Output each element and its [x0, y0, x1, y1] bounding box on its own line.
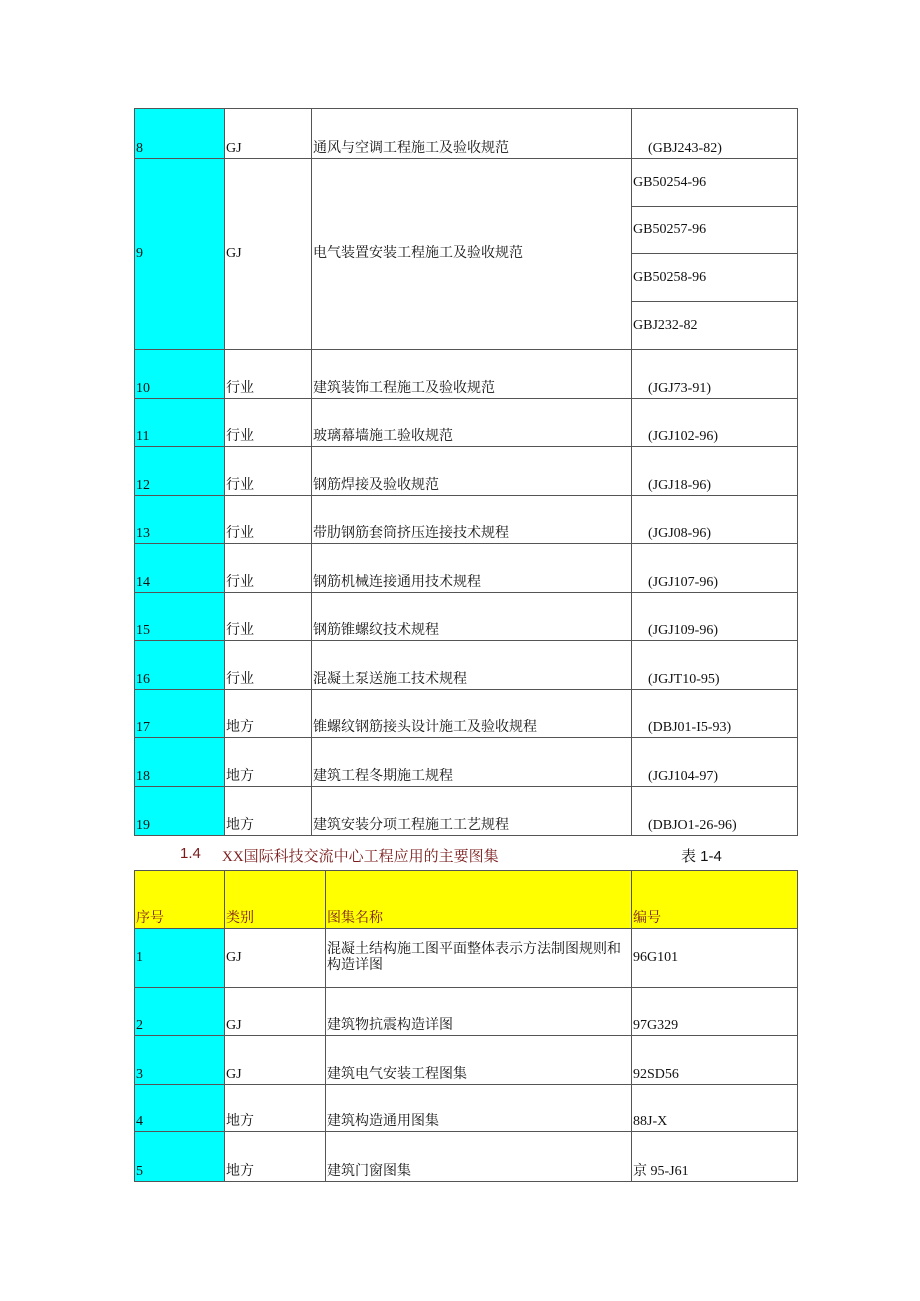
row-name: 玻璃幕墙施工验收规范 — [312, 399, 632, 447]
row-code: GB50258-96 — [632, 254, 798, 302]
row-name: 混凝土泵送施工技术规程 — [312, 641, 632, 690]
row-number: 1 — [135, 929, 225, 988]
atlas-table — [134, 870, 798, 1182]
row-name: 钢筋锥螺纹技术规程 — [312, 593, 632, 641]
row-type: 行业 — [225, 544, 312, 593]
row-number: 4 — [135, 1085, 225, 1132]
table-row — [135, 593, 798, 641]
row-number: 15 — [135, 593, 225, 641]
row-type: 行业 — [225, 496, 312, 544]
row-number: 10 — [135, 350, 225, 399]
row-code: (JGJT10-95) — [632, 641, 798, 690]
row-number: 12 — [135, 447, 225, 496]
header-name: 图集名称 — [326, 871, 632, 929]
row-code: (DBJ01-I5-93) — [632, 690, 798, 738]
row-number: 8 — [135, 109, 225, 159]
row-number: 14 — [135, 544, 225, 593]
row-type: GJ — [225, 988, 326, 1036]
row-code: (JGJ109-96) — [632, 593, 798, 641]
row-type: 行业 — [225, 641, 312, 690]
table-row — [135, 738, 798, 787]
row-code: (JGJ102-96) — [632, 399, 798, 447]
table-row — [135, 159, 798, 207]
table-row — [135, 496, 798, 544]
row-code: (JGJ18-96) — [632, 447, 798, 496]
table-row — [135, 641, 798, 690]
row-name: 建筑构造通用图集 — [326, 1085, 632, 1132]
row-name: 钢筋机械连接通用技术规程 — [312, 544, 632, 593]
row-type: GJ — [225, 1036, 326, 1085]
row-type: 地方 — [225, 1085, 326, 1132]
row-name: 建筑安装分项工程施工工艺规程 — [312, 787, 632, 836]
row-code: (GBJ243-82) — [632, 109, 798, 159]
header-number: 序号 — [135, 871, 225, 929]
standards-table — [134, 108, 798, 836]
row-code: (JGJ73-91) — [632, 350, 798, 399]
row-number: 16 — [135, 641, 225, 690]
row-code: 96G101 — [632, 929, 798, 988]
row-number: 17 — [135, 690, 225, 738]
row-name: 混凝土结构施工图平面整体表示方法制图规则和构造详图 — [326, 929, 632, 988]
table-row — [135, 787, 798, 836]
table-row — [135, 350, 798, 399]
row-name: 建筑门窗图集 — [326, 1132, 632, 1182]
row-code: (JGJ104-97) — [632, 738, 798, 787]
row-number: 9 — [135, 159, 225, 350]
row-type: 行业 — [225, 350, 312, 399]
section-title: XX国际科技交流中心工程应用的主要图集 — [222, 849, 499, 865]
row-name: 通风与空调工程施工及验收规范 — [312, 109, 632, 159]
row-code: 京 95-J61 — [632, 1132, 798, 1182]
table-row — [135, 1132, 798, 1182]
row-type: 地方 — [225, 690, 312, 738]
table-row — [135, 399, 798, 447]
row-name: 带肋钢筋套筒挤压连接技术规程 — [312, 496, 632, 544]
row-name: 锥螺纹钢筋接头设计施工及验收规程 — [312, 690, 632, 738]
row-type: GJ — [225, 159, 312, 350]
table-row — [135, 447, 798, 496]
row-code: GB50254-96 — [632, 159, 798, 207]
row-name: 建筑电气安装工程图集 — [326, 1036, 632, 1085]
row-number: 2 — [135, 988, 225, 1036]
table-row — [135, 929, 798, 988]
row-code: GBJ232-82 — [632, 302, 798, 350]
table-row — [135, 109, 798, 159]
table-row — [135, 544, 798, 593]
row-type: 地方 — [225, 738, 312, 787]
row-code: GB50257-96 — [632, 207, 798, 254]
row-type: 行业 — [225, 593, 312, 641]
row-code: (JGJ08-96) — [632, 496, 798, 544]
row-name: 电气装置安装工程施工及验收规范 — [312, 159, 632, 350]
row-name: 建筑装饰工程施工及验收规范 — [312, 350, 632, 399]
row-code: (DBJO1-26-96) — [632, 787, 798, 836]
row-number: 11 — [135, 399, 225, 447]
row-type: 地方 — [225, 787, 312, 836]
row-number: 3 — [135, 1036, 225, 1085]
row-type: 行业 — [225, 399, 312, 447]
row-number: 19 — [135, 787, 225, 836]
row-code: 92SD56 — [632, 1036, 798, 1085]
row-type: 行业 — [225, 447, 312, 496]
row-number: 5 — [135, 1132, 225, 1182]
row-type: GJ — [225, 929, 326, 988]
row-code: 88J-X — [632, 1085, 798, 1132]
section-number: 1.4 — [180, 845, 201, 862]
header-type: 类别 — [225, 871, 326, 929]
row-name: 钢筋焊接及验收规范 — [312, 447, 632, 496]
table-label: 表 1-4 — [681, 848, 722, 865]
row-number: 13 — [135, 496, 225, 544]
table-row — [135, 1036, 798, 1085]
row-code: (JGJ107-96) — [632, 544, 798, 593]
row-type: GJ — [225, 109, 312, 159]
table-row — [135, 690, 798, 738]
header-code: 编号 — [632, 871, 798, 929]
table-row — [135, 1085, 798, 1132]
table-row — [135, 988, 798, 1036]
row-name: 建筑物抗震构造详图 — [326, 988, 632, 1036]
row-code: 97G329 — [632, 988, 798, 1036]
row-number: 18 — [135, 738, 225, 787]
row-name: 建筑工程冬期施工规程 — [312, 738, 632, 787]
table-header-row — [135, 871, 798, 929]
row-type: 地方 — [225, 1132, 326, 1182]
